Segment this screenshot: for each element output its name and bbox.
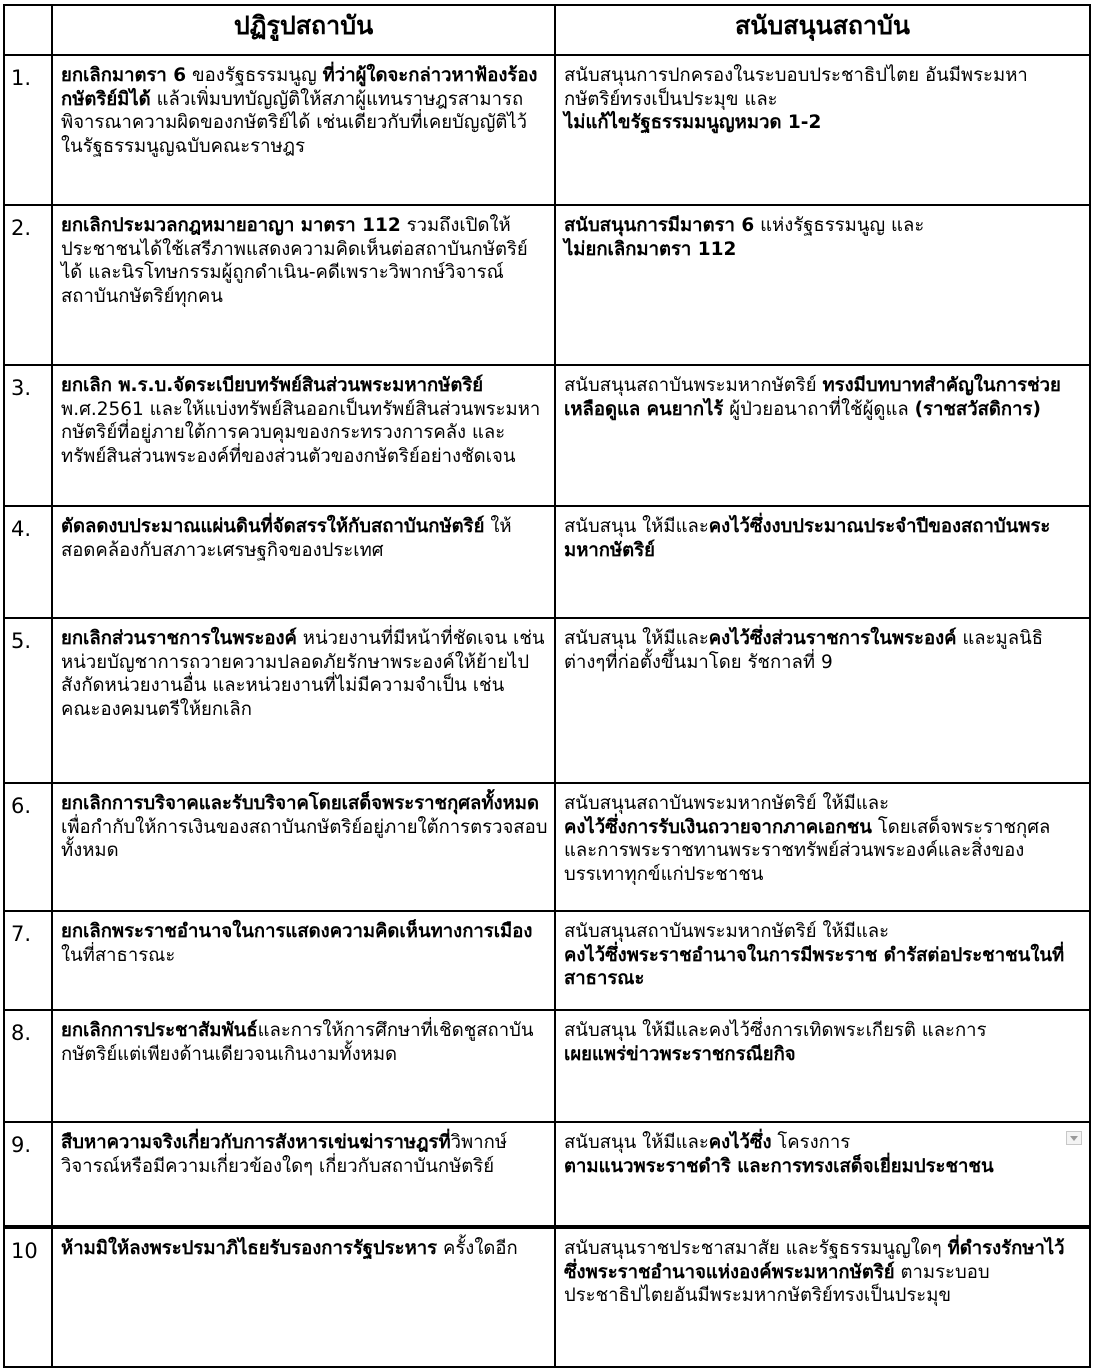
support-position-cell (555, 1227, 1090, 1367)
text-run: ของรัฐธรรมนูญ (186, 65, 323, 86)
text-run: แล้วเพิ่มบทบัญญัติให้สภาผู้แทนราษฎรสามารถพิจารณาความผิดของกษัตริย์ได้ เช่นเดียวกับที่เคยบัญญัติไว้ในรัฐธรรมนูญฉบับคณะราษฎร (61, 88, 528, 157)
header-row (4, 5, 1090, 55)
bold-text-run: ที่ดำรงรักษาไว้ซึ่งพระราชอำนาจแห่งองค์พระมหากษัตริย์ (564, 1238, 1065, 1283)
table-row (4, 55, 1090, 205)
support-position-cell (555, 1122, 1090, 1227)
text-run: วิพากษ์วิจารณ์หรือมีความเกี่ยวข้องใดๆ เกี่ยวกับสถาบันกษัตริย์ (61, 1132, 508, 1177)
bold-text-run: ยกเลิกส่วนราชการในพระองค์ (61, 628, 297, 649)
header-reform-column: ปฏิรูปสถาบัน (52, 5, 555, 55)
row-number: 1. (4, 55, 52, 205)
text-run: ให้สอดคล้องกับสภาวะเศรษฐกิจของประเทศ (61, 516, 512, 561)
support-position-cell (555, 618, 1090, 783)
header-number-cell (4, 5, 52, 55)
bold-text-run: ตัดลดงบประมาณแผ่นดินที่จัดสรรให้กับสถาบันกษัตริย์ (61, 516, 485, 537)
bold-text-run: ไม่ยกเลิกมาตรา 112 (564, 238, 737, 260)
bold-text-run: ยกเลิกการบริจาคและรับบริจาคโดยเสด็จพระราชกุศลทั้งหมด (61, 793, 539, 814)
text-run: และมูลนิธิต่างๆที่ก่อตั้งขึ้นมาโดย รัชกาลที่ 9 (564, 628, 1044, 673)
bold-text-run: ยกเลิกพระราชอำนาจในการแสดงความคิดเห็นทางการเมือง (61, 921, 533, 942)
bold-text-run: ทรงมีบทบาทสำคัญในการช่วยเหลือดูแล คนยากไร้ (564, 375, 1061, 420)
text-run: ผู้ป่วยอนาถาที่ใช้ผู้ดูแล (723, 398, 915, 420)
table-row (4, 783, 1090, 911)
table-row (4, 911, 1090, 1010)
row-number: 10 (4, 1227, 52, 1367)
reform-demand-cell (52, 618, 555, 783)
bold-text-run: ตามแนวพระราชดำริ และการทรงเสด็จเยี่ยมประชาชน (564, 1155, 994, 1177)
text-run: สนับสนุนสถาบันพระมหากษัตริย์ ให้มีและ (564, 921, 890, 942)
text-run: หน่วยงานที่มีหน้าที่ชัดเจน เช่น หน่วยบัญชาการถวายความปลอดภัยรักษาพระองค์ให้ย้ายไปสังกัดหน่วยงานอื่น และหน่วยงานที่ไม่มีความจำเป็น เช่น คณะองคมนตรีให้ยกเลิก (61, 628, 545, 720)
text-run: ในที่สาธารณะ (61, 944, 176, 966)
support-position-cell (555, 55, 1090, 205)
text-run: สนับสนุน ให้มีและ (564, 516, 709, 537)
reform-demand-cell (52, 365, 555, 506)
text-run: รวมถึงเปิดให้ประชาชนได้ใช้เสรีภาพแสดงความคิดเห็นต่อสถาบันกษัตริย์ได้ และนิรโทษกรรมผู้ถูกดำเนิน-คดีเพราะวิพากษ์วิจารณ์สถาบันกษัตริย์ทุกคน (61, 215, 528, 307)
text-run: โดยเสด็จพระราชกุศล และการพระราชทานพระราชทรัพย์ส่วนพระองค์และสิ่งของ บรรเทาทุกข์แก่ประชาชน (564, 816, 1051, 885)
text-run: เพื่อกำกับให้การเงินของสถาบันกษัตริย์อยู่ภายใต้การตรวจสอบทั้งหมด (61, 816, 548, 861)
row-number: 9. (4, 1122, 52, 1227)
bold-text-run: ที่ว่าผู้ใดจะกล่าวหาฟ้องร้องกษัตริย์มิได้ (61, 65, 538, 110)
table-row (4, 365, 1090, 506)
bold-text-run: ยกเลิกประมวลกฎหมายอาญา มาตรา 112 (61, 215, 401, 236)
support-position-cell (555, 365, 1090, 506)
bold-text-run: ยกเลิกมาตรา 6 (61, 65, 187, 86)
bold-text-run: สนับสนุนการมีมาตรา 6 (564, 215, 755, 236)
table-row (4, 618, 1090, 783)
support-position-cell (555, 1010, 1090, 1122)
bold-text-run: คงไว้ซึ่งส่วนราชการในพระองค์ (708, 628, 957, 649)
support-position-cell (555, 506, 1090, 618)
comparison-document (3, 4, 1089, 1368)
reform-demand-cell (52, 1010, 555, 1122)
support-position-cell (555, 205, 1090, 365)
support-position-cell (555, 911, 1090, 1010)
bold-text-run: ไม่แก้ไขรัฐธรรมมนูญหมวด 1-2 (564, 112, 822, 133)
text-run: ตามระบอบประชาธิปไตยอันมีพระมหากษัตริย์ทรงเป็นประมุข (564, 1261, 990, 1306)
text-run: สนับสนุนสถาบันพระมหากษัตริย์ ให้มีและ (564, 793, 890, 814)
row-number: 5. (4, 618, 52, 783)
reform-demand-cell (52, 911, 555, 1010)
text-run: สนับสนุน ให้มีและ (564, 628, 709, 649)
row-number: 8. (4, 1010, 52, 1122)
row-number: 7. (4, 911, 52, 1010)
reform-demand-cell (52, 55, 555, 205)
table-row (4, 1010, 1090, 1122)
reform-demand-cell (52, 1122, 555, 1227)
table-row (4, 205, 1090, 365)
header-support-column: สนับสนุนสถาบัน (555, 5, 1090, 55)
text-run: สนับสนุนสถาบันพระมหากษัตริย์ (564, 375, 823, 396)
support-position-cell (555, 783, 1090, 911)
text-run: โครงการ (771, 1132, 851, 1153)
row-number: 2. (4, 205, 52, 365)
text-run: สนับสนุน ให้มีและ (564, 1132, 709, 1153)
text-run: ครั้งใดอีก (437, 1238, 518, 1259)
dropdown-arrow-icon[interactable] (1066, 1131, 1082, 1145)
bold-text-run: ยกเลิก พ.ร.บ.จัดระเบียบทรัพย์สินส่วนพระมหากษัตริย์ (61, 375, 484, 396)
reform-demand-cell (52, 205, 555, 365)
comparison-table (3, 4, 1091, 1368)
bold-text-run: เผยแพร่ข่าวพระราชกรณียกิจ (564, 1043, 796, 1065)
reform-demand-cell (52, 506, 555, 618)
bold-text-run: คงไว้ซึ่งพระราชอำนาจในการมีพระราช ดำรัสต่อประชาชนในที่สาธารณะ (564, 944, 1065, 989)
row-number: 3. (4, 365, 52, 506)
bold-text-run: คงไว้ซึ่งงบประมาณประจำปีของสถาบันพระมหากษัตริย์ (564, 516, 1051, 561)
reform-demand-cell (52, 783, 555, 911)
text-run: แห่งรัฐธรรมนูญ และ (754, 215, 925, 236)
text-run: พ.ศ.2561 และให้แบ่งทรัพย์สินออกเป็นทรัพย์สินส่วนพระมหากษัตริย์ที่อยู่ภายใต้การควบคุมของกระทรวงการคลัง และทรัพย์สินส่วนพระองค์ที่ของส่วนตัวของกษัตริย์อย่างชัดเจน (61, 398, 541, 467)
bold-text-run: ห้ามมิให้ลงพระปรมาภิไธยรับรองการรัฐประหาร (61, 1238, 438, 1259)
bold-text-run: สืบหาความจริงเกี่ยวกับการสังหารเข่นฆ่าราษฎรที่ (61, 1132, 451, 1153)
table-row (4, 506, 1090, 618)
bold-text-run: ยกเลิกการประชาสัมพันธ์ (61, 1020, 258, 1041)
row-number: 6. (4, 783, 52, 911)
text-run: และการให้การศึกษาที่เชิดชูสถาบันกษัตริย์แต่เพียงด้านเดียวจนเกินงามทั้งหมด (61, 1020, 534, 1065)
reform-demand-cell (52, 1227, 555, 1367)
table-row (4, 1227, 1090, 1367)
text-run: สนับสนุนราชประชาสมาสัย และรัฐธรรมนูญใดๆ (564, 1238, 948, 1259)
text-run: สนับสนุน ให้มีและคงไว้ซึ่งการเทิดพระเกียรติ และการ (564, 1020, 987, 1041)
table-row (4, 1122, 1090, 1227)
bold-text-run: (ราชสวัสดิการ) (914, 398, 1041, 420)
bold-text-run: คงไว้ซึ่งการรับเงินถวายจากภาคเอกชน (564, 816, 872, 838)
bold-text-run: คงไว้ซึ่ง (708, 1132, 772, 1153)
text-run: สนับสนุนการปกครองในระบอบประชาธิปไตย อันมีพระมหากษัตริย์ทรงเป็นประมุข และ (564, 65, 1028, 110)
row-number: 4. (4, 506, 52, 618)
